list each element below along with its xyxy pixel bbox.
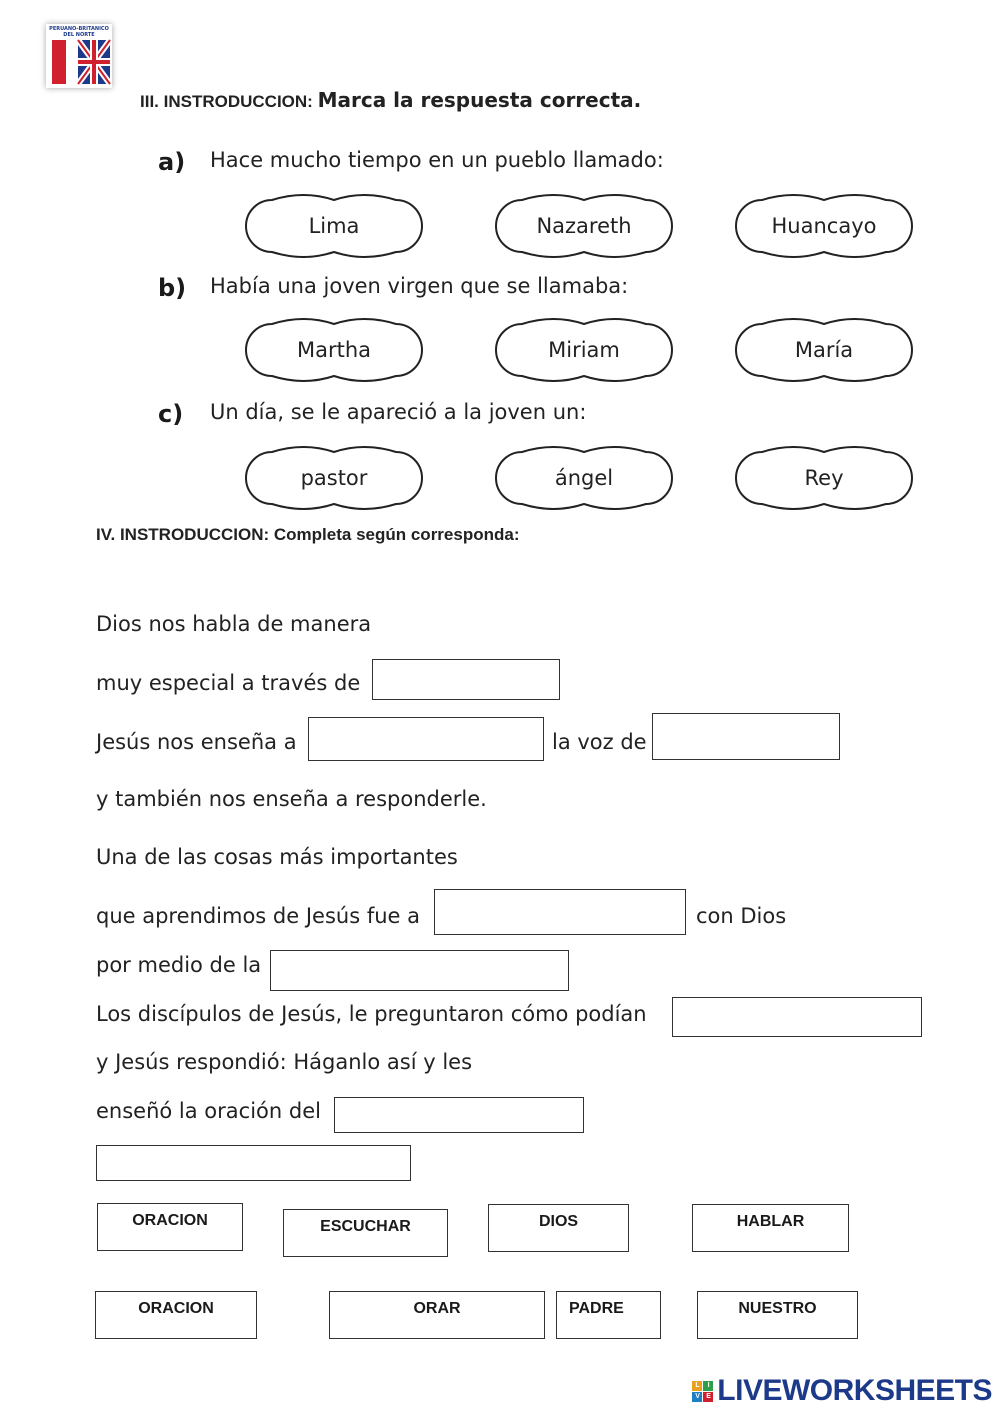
liveworksheets-logo	[692, 1374, 992, 1408]
word-tile[interactable]: NUESTRO	[697, 1291, 858, 1339]
text-line-3b: la voz de	[552, 730, 647, 754]
text-line-9: y Jesús respondió: Háganlo así y les	[96, 1050, 473, 1074]
text-line-5: Una de las cosas más importantes	[96, 845, 458, 869]
word-tile[interactable]: ESCUCHAR	[283, 1209, 448, 1257]
option-label: Huancayo	[771, 214, 877, 238]
option-b-2[interactable]	[494, 318, 674, 382]
option-a-3[interactable]	[734, 194, 914, 258]
option-label: ángel	[554, 466, 614, 490]
blank-7[interactable]	[334, 1097, 584, 1133]
brand-name: LIVEWORKSHEETS	[717, 1374, 992, 1407]
blank-2[interactable]	[308, 717, 544, 761]
blank-6[interactable]	[672, 997, 922, 1037]
text-line-8: Los discípulos de Jesús, le preguntaron cómo podían	[96, 1002, 647, 1026]
section3-prefix: III. INSTRODUCCION:	[140, 92, 313, 111]
blank-3[interactable]	[652, 713, 840, 760]
school-logo	[46, 24, 112, 88]
option-label: Nazareth	[536, 214, 632, 238]
text-line-7: por medio de la	[96, 953, 262, 977]
logo-text: PERUANO-BRITANICO DEL NORTE	[49, 26, 109, 38]
option-c-2[interactable]	[494, 446, 674, 510]
question-a-text: Hace mucho tiempo en un pueblo llamado:	[210, 148, 664, 172]
option-label: Martha	[296, 338, 372, 362]
text-line-2: muy especial a través de	[96, 671, 361, 695]
text-line-6b: con Dios	[696, 904, 787, 928]
option-c-1[interactable]	[244, 446, 424, 510]
option-label: Miriam	[548, 338, 620, 362]
text-line-6a: que aprendimos de Jesús fue a	[96, 904, 420, 928]
blank-8[interactable]	[96, 1145, 411, 1181]
question-c-letter: c)	[158, 400, 184, 428]
word-tile[interactable]: ORACION	[95, 1291, 257, 1339]
option-label: María	[794, 338, 854, 362]
text-line-4: y también nos enseña a responderle.	[96, 787, 487, 811]
text-line-10: enseñó la oración del	[96, 1099, 321, 1123]
word-tile[interactable]: ORAR	[329, 1291, 545, 1339]
option-b-1[interactable]	[244, 318, 424, 382]
option-label: Lima	[308, 214, 360, 238]
option-c-3[interactable]	[734, 446, 914, 510]
option-a-2[interactable]	[494, 194, 674, 258]
blank-4[interactable]	[434, 889, 686, 935]
option-b-3[interactable]	[734, 318, 914, 382]
word-tile[interactable]: PADRE	[556, 1291, 661, 1339]
liveworksheets-grid-icon: L I V E	[692, 1381, 713, 1402]
question-b-letter: b)	[158, 274, 187, 302]
option-label: pastor	[300, 466, 368, 490]
blank-1[interactable]	[372, 659, 560, 700]
question-b-text: Había una joven virgen que se llamaba:	[210, 274, 629, 298]
option-label: Rey	[804, 466, 844, 490]
section4-title: IV. INSTRODUCCION: Completa según corresponda:	[96, 525, 520, 544]
option-a-1[interactable]	[244, 194, 424, 258]
word-tile[interactable]: ORACION	[97, 1203, 243, 1251]
word-tile[interactable]: DIOS	[488, 1204, 629, 1252]
word-tile[interactable]: HABLAR	[692, 1204, 849, 1252]
blank-5[interactable]	[270, 950, 569, 991]
text-line-1: Dios nos habla de manera	[96, 612, 372, 636]
question-c-text: Un día, se le apareció a la joven un:	[210, 400, 587, 424]
question-a-letter: a)	[158, 148, 186, 176]
section3-instruction: Marca la respuesta correcta.	[317, 88, 642, 112]
text-line-3a: Jesús nos enseña a	[96, 730, 297, 754]
section3-title	[140, 88, 641, 112]
